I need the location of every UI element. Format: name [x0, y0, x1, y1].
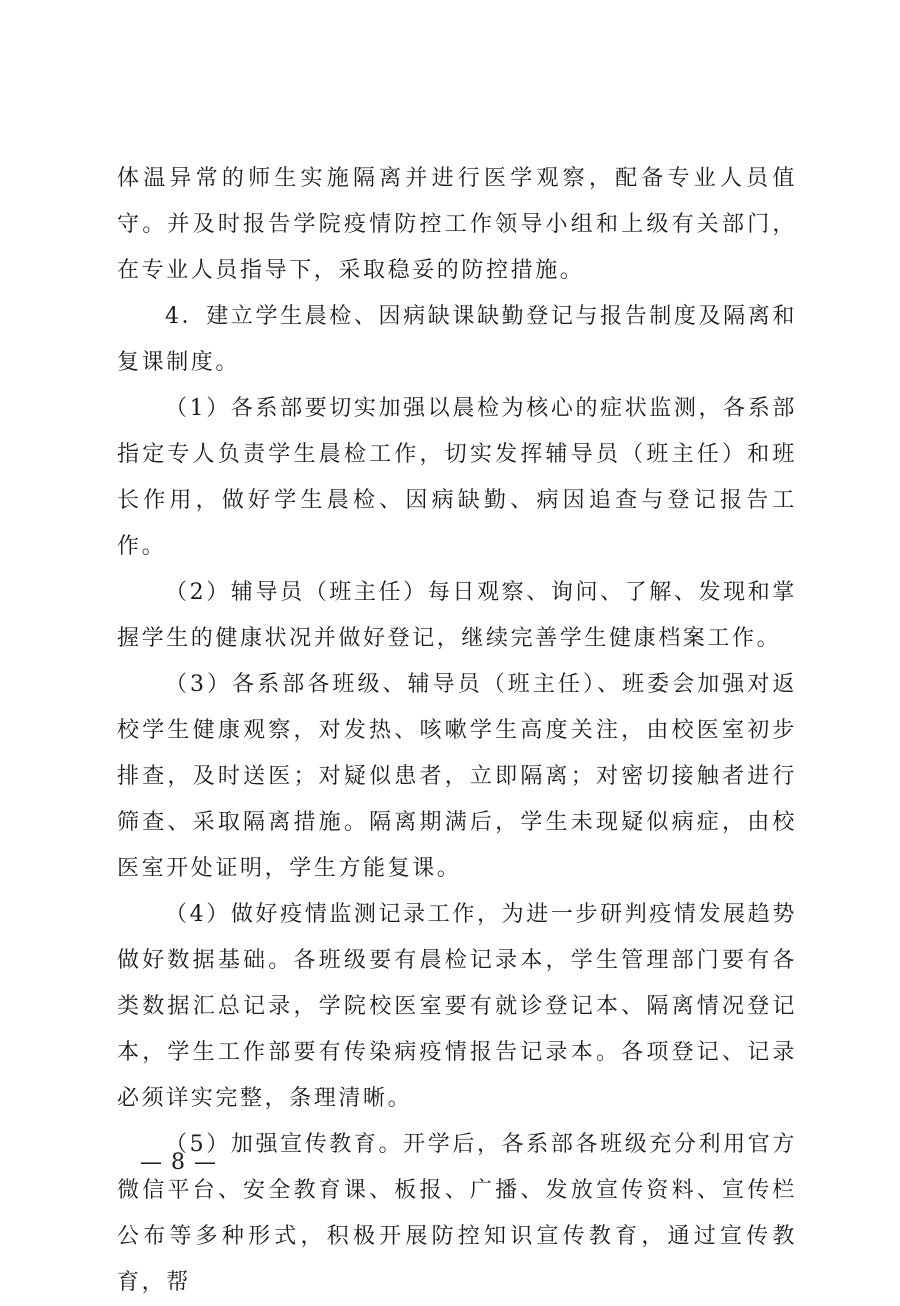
paragraph-subitem-3: （3）各系部各班级、辅导员（班主任）、班委会加强对返校学生健康观察，对发热、咳嗽学生高度关注，由校医室初步排查，及时送医；对疑似患者，立即隔离；对密切接触者进行筛查、采取隔离措施。隔离期满后，学生未现疑似病症，由校医室开处证明，学生方能复课。	[117, 672, 797, 881]
paragraph-continuation: 体温异常的师生实施隔离并进行医学观察，配备专业人员值守。并及时报告学院疫情防控工作领导小组和上级有关部门，在专业人员指导下，采取稳妥的防控措施。	[117, 166, 797, 283]
document-body	[117, 156, 797, 1306]
paragraph-item-4: 4．建立学生晨检、因病缺课缺勤登记与报告制度及隔离和复课制度。	[117, 304, 797, 375]
page-number: — 8 —	[140, 1150, 217, 1175]
paragraph-subitem-4: （4）做好疫情监测记录工作，为进一步研判疫情发展趋势做好数据基础。各班级要有晨检记录本，学生管理部门要有各类数据汇总记录，学院校医室要有就诊登记本、隔离情况登记本，学生工作部要有传染病疫情报告记录本。各项登记、记录必须详实完整，条理清晰。	[117, 902, 797, 1111]
paragraph-subitem-1: （1）各系部要切实加强以晨检为核心的症状监测，各系部指定专人负责学生晨检工作，切实发挥辅导员（班主任）和班长作用，做好学生晨检、因病缺勤、病因追查与登记报告工作。	[117, 396, 797, 559]
paragraph-subitem-5: （5）加强宣传教育。开学后，各系部各班级充分利用官方微信平台、安全教育课、板报、广播、发放宣传资料、宣传栏公布等多种形式，积极开展防控知识宣传教育，通过宣传教育，帮	[117, 1132, 797, 1295]
paragraph-subitem-2: （2）辅导员（班主任）每日观察、询问、了解、发现和掌握学生的健康状况并做好登记，继续完善学生健康档案工作。	[117, 580, 797, 651]
